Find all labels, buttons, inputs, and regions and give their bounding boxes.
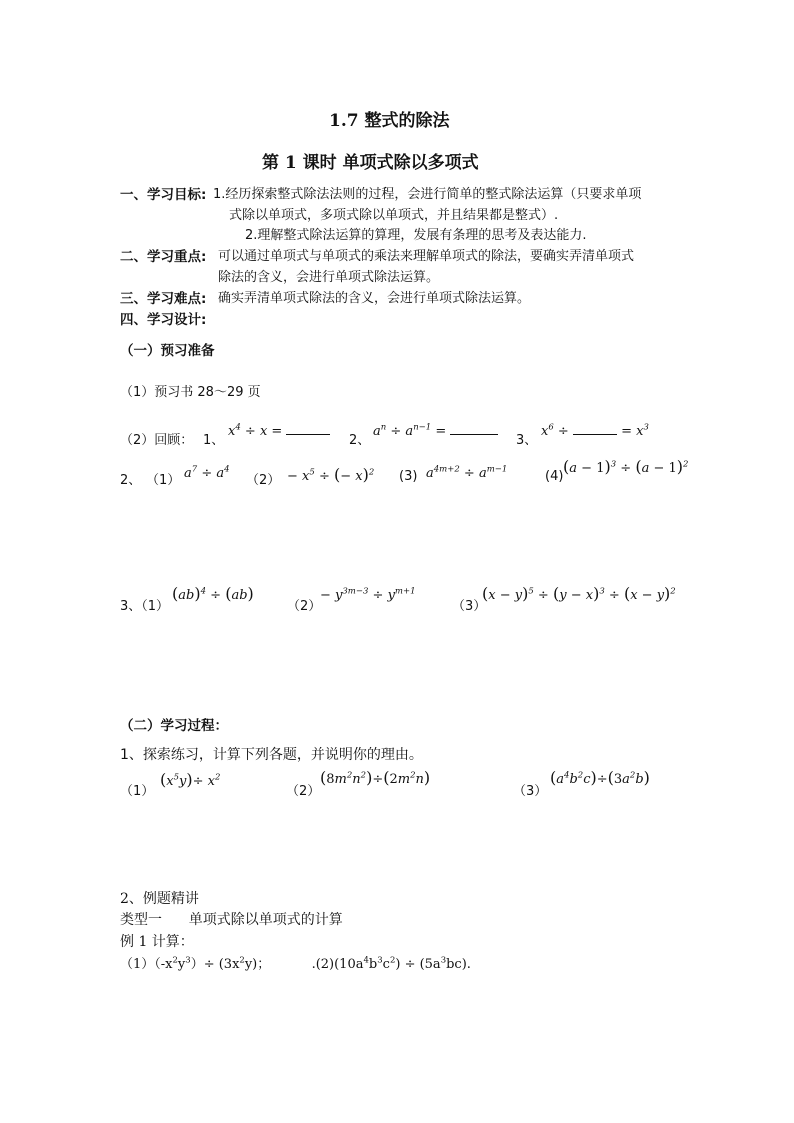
q3-part3-label: （3） (452, 599, 487, 614)
q2-part1-expr: $a^7 \div a^4$ (184, 464, 230, 481)
key-points-label: 二、学习重点: (120, 249, 207, 265)
q3-part1-expr: (ab)$^4$ ÷ (ab) (172, 584, 254, 603)
example1-expr: $(1)(-x^2y^3)\div (3x^2y)$； $.(2)(10a^4b^3c^2) \div (5a^3bc)$. (120, 955, 471, 972)
q2-part4-expr: $(a - 1)^3 \div (a - 1)^2$ (563, 457, 689, 476)
q3-part2-expr: − $y^{3m-3} \div y^{m+1}$ (320, 586, 416, 603)
explore-part2-label: （2） (286, 784, 321, 799)
examples-heading: 2、例题精讲 (120, 891, 199, 907)
q2-num: 2、 (120, 473, 142, 488)
section-title: 1.7 整式的除法 (329, 111, 450, 131)
prep-heading: （一）预习准备 (120, 343, 215, 359)
review-num-3: 3、 (516, 433, 538, 448)
objectives-line3: 2.理解整式除法运算的算理，发展有条理的思考及表达能力. (245, 228, 587, 243)
objectives-label: 一、学习目标: (120, 187, 207, 203)
q2-part3-expr: $a^{4m+2} \div a^{m-1}$ (426, 464, 508, 481)
explore-part1-label: （1） (120, 784, 155, 799)
example1-label: 例 1 计算： (120, 934, 194, 950)
process-heading: （二）学习过程： (120, 718, 228, 734)
key-points-line2: 除法的含义，会进行单项式除法运算。 (218, 270, 440, 285)
q2-part4-label: (4) (545, 469, 564, 484)
lesson-title: 第 1 课时 单项式除以多项式 (262, 153, 479, 173)
q2-part2-label: （2） (246, 473, 281, 488)
review-num-1: 1、 (203, 433, 225, 448)
explore-instruction: 1、探索练习，计算下列各题，并说明你的理由。 (120, 747, 423, 763)
design-label: 四、学习设计: (120, 312, 207, 328)
explore-part1-expr: $(x^5y)\div x^2$ (160, 770, 221, 789)
review-label: （2）回顾： (120, 433, 194, 448)
q2-part3-label: (3) (399, 469, 418, 484)
q3-part3-expr: $(x - y)^5 \div (y - x)^3 \div (x - y)^2$ (482, 584, 676, 603)
review-expr-1: $x^4 \div x$ = (228, 424, 330, 439)
explore-part3-label: （3） (513, 784, 548, 799)
prep-item1: （1）预习书 28～29 页 (120, 385, 261, 400)
difficulty-line1: 确实弄清单项式除法的含义，会进行单项式除法运算。 (218, 291, 531, 306)
review-expr-3: $x^6$ ÷ = $x^3$ (541, 422, 649, 439)
key-points-line1: 可以通过单项式与单项式的乘法来理解单项式的除法，要确实弄清单项式 (218, 249, 635, 264)
explore-part2-expr: $(8m^2n^2)\div(2m^2n)$ (320, 768, 431, 787)
example-type1: 类型一 单项式除以单项式的计算 (120, 912, 343, 928)
q3-part2-label: （2） (287, 599, 322, 614)
difficulty-label: 三、学习难点: (120, 291, 207, 307)
q2-part1-label: （1） (146, 473, 181, 488)
objectives-line2: 式除以单项式，多项式除以单项式，并且结果都是整式）. (229, 208, 559, 223)
q2-part2-expr: − $x^5$ ÷ (− x)$^2$ (287, 465, 375, 484)
objectives-line1: 1.经历探索整式除法法则的过程，会进行简单的整式除法运算（只要求单项 (213, 187, 642, 202)
explore-part3-expr: $(a^4b^2c)\div(3a^2b)$ (550, 768, 650, 787)
q3-num: 3、（1） (120, 599, 170, 614)
review-expr-2: $a^n \div a^{n-1}$ = (373, 424, 498, 439)
review-num-2: 2、 (349, 433, 371, 448)
